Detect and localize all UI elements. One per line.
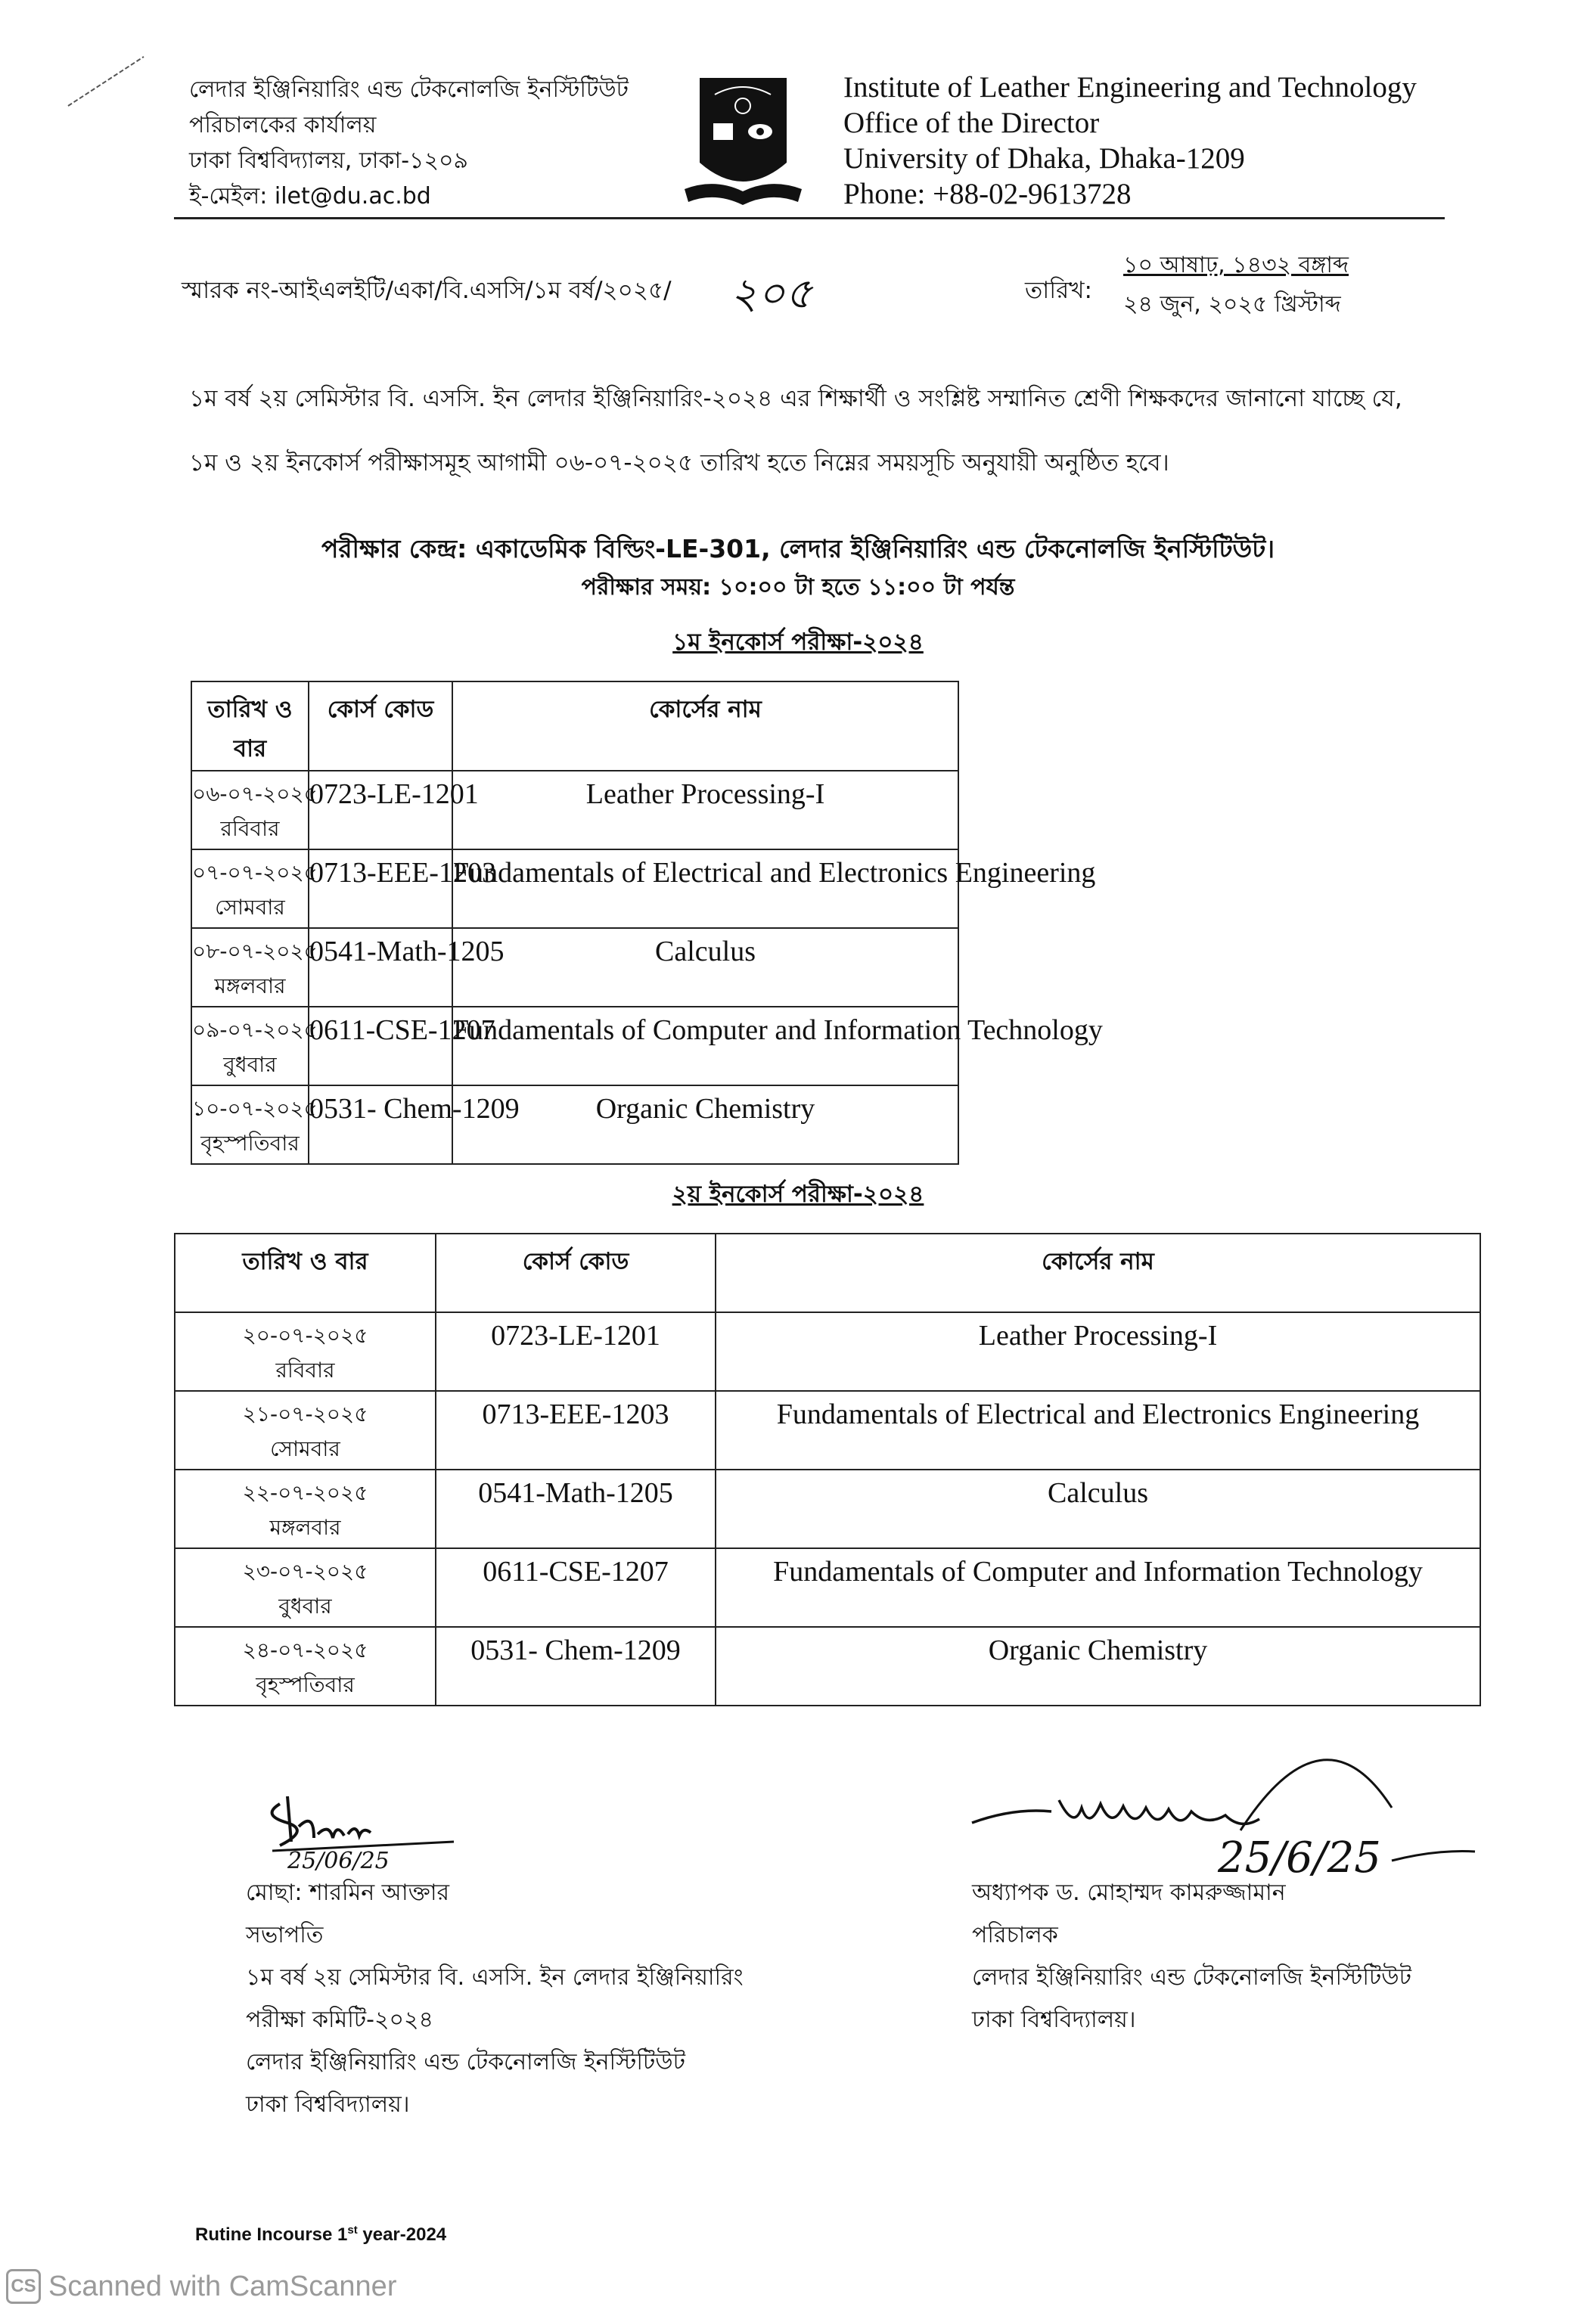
date-bangla-calendar: ১০ আষাঢ়, ১৪৩২ বঙ্গাব্দ xyxy=(1123,252,1349,278)
course-name: Calculus xyxy=(655,936,756,967)
course-name-cell xyxy=(452,1085,958,1164)
exam-date: ১০-০৭-২০২৫ xyxy=(192,1096,318,1121)
course-code: 0713-EEE-1203 xyxy=(309,857,496,889)
course-code-cell xyxy=(436,1312,716,1391)
column-header: কোর্স কোড xyxy=(436,1234,716,1312)
column-header: কোর্সের নাম xyxy=(452,681,958,771)
course-name: Fundamentals of Computer and Information Technology xyxy=(773,1556,1423,1588)
table-row xyxy=(191,928,1464,1007)
signatory-left-line: লেদার ইঞ্জিনিয়ারিং এন্ড টেকনোলজি ইনস্টিটিউট xyxy=(246,2049,685,2075)
footer-note-main: Rutine Incourse 1 xyxy=(195,2224,348,2245)
course-name: Calculus xyxy=(1048,1477,1148,1509)
camscanner-watermark xyxy=(6,2268,396,2305)
course-name: Fundamentals of Computer and Information Technology xyxy=(453,1014,1103,1046)
margin-pen-mark xyxy=(61,45,151,113)
header-right-line: University of Dhaka, Dhaka-1209 xyxy=(843,142,1245,175)
exam-day: সোমবার xyxy=(215,895,285,920)
exam-date: ০৭-০৭-২০২৫ xyxy=(192,860,318,885)
exam-day: বুধবার xyxy=(278,1594,332,1619)
exam-date: ০৬-০৭-২০২৫ xyxy=(192,781,318,806)
signatory-right xyxy=(972,1872,1411,2041)
course-code-cell xyxy=(309,771,479,849)
course-name-cell xyxy=(716,1548,1480,1627)
header-left-line: ই-মেইল: ilet@du.ac.bd xyxy=(189,183,431,210)
signatory-left-line: ঢাকা বিশ্ববিদ্যালয়। xyxy=(246,2091,410,2118)
university-seal-icon xyxy=(685,72,802,208)
notice-line: ১ম ও ২য় ইনকোর্স পরীক্ষাসমূহ আগামী ০৬-০৭-২০২৫ তারিখ হতে নিম্নের সময়সূচি অনুযায়ী অনুষ্ঠিত হবে। xyxy=(189,449,1169,477)
course-code-cell xyxy=(309,1007,495,1085)
course-code: 0723-LE-1201 xyxy=(309,778,479,810)
header-right-english xyxy=(843,70,1417,212)
exam-center: পরীক্ষার কেন্দ্র: একাডেমিক বিল্ডিং-LE-301, লেদার ইঞ্জিনিয়ারিং এন্ড টেকনোলজি ইনস্টিটিউট। xyxy=(321,534,1275,563)
table-row xyxy=(175,1391,1480,1470)
signature-left-handwriting xyxy=(257,1781,477,1872)
schedule-title-2: ২য় ইনকোর্স পরীক্ষা-২০২৪ xyxy=(672,1181,924,1208)
table-row xyxy=(191,1085,1464,1164)
exam-date: ২৪-০৭-২০২৫ xyxy=(242,1638,368,1662)
schedule-title-1: ১ম ইনকোর্স পরীক্ষা-২০২৪ xyxy=(672,629,924,656)
schedule-table-1 xyxy=(191,681,1465,1165)
signatory-right-line: লেদার ইঞ্জিনিয়ারিং এন্ড টেকনোলজি ইনস্টিটিউট xyxy=(972,1964,1411,1991)
signatory-left xyxy=(246,1872,744,2126)
signatory-right-line: ঢাকা বিশ্ববিদ্যালয়। xyxy=(972,2007,1136,2033)
table-header-row xyxy=(175,1234,1480,1312)
date-cell xyxy=(175,1470,436,1548)
column-header: কোর্স কোড xyxy=(309,681,452,771)
exam-day: রবিবার xyxy=(275,1358,335,1383)
date-cell xyxy=(191,849,318,928)
date-cell xyxy=(191,771,318,849)
course-code: 0611-CSE-1207 xyxy=(483,1556,669,1588)
course-name-cell xyxy=(716,1470,1480,1548)
schedule-table-2 xyxy=(174,1233,1481,1706)
course-name-cell xyxy=(716,1312,1480,1391)
signatory-right-line: অধ্যাপক ড. মোহাম্মদ কামরুজ্জামান xyxy=(972,1880,1286,1906)
date-cell xyxy=(175,1391,436,1470)
course-code-cell xyxy=(436,1627,716,1706)
course-name: Fundamentals of Electrical and Electronics Engineering xyxy=(776,1398,1420,1430)
date-cell xyxy=(191,1007,318,1085)
course-name-cell xyxy=(452,928,958,1007)
table-row xyxy=(191,771,1464,849)
course-code-cell xyxy=(436,1548,716,1627)
table-row xyxy=(191,1007,1464,1085)
table-row xyxy=(175,1627,1480,1706)
exam-day: মঙ্গলবার xyxy=(214,973,286,998)
date-label: তারিখ: xyxy=(1025,277,1092,304)
exam-day: রবিবার xyxy=(220,816,280,841)
course-code-cell xyxy=(309,928,505,1007)
exam-day: বৃহস্পতিবার xyxy=(200,1131,300,1156)
course-name: Leather Processing-I xyxy=(978,1320,1218,1352)
course-code: 0713-EEE-1203 xyxy=(482,1398,669,1430)
column-header: কোর্সের নাম xyxy=(716,1234,1480,1312)
memo-reference: স্মারক নং-আইএলইটি/একা/বি.এসসি/১ম বর্ষ/২০২৫/ xyxy=(182,277,672,304)
exam-day: বুধবার xyxy=(223,1052,277,1077)
svg-text:25/6/25: 25/6/25 xyxy=(1218,1833,1381,1883)
header-right-line: Institute of Leather Engineering and Technology xyxy=(843,71,1417,104)
footer-note xyxy=(195,2224,446,2246)
course-code: 0541-Math-1205 xyxy=(478,1477,673,1509)
signature-right-handwriting xyxy=(968,1717,1483,1891)
date-block xyxy=(1123,246,1349,324)
camscanner-icon: CS xyxy=(6,2269,41,2304)
date-gregorian: ২৪ জুন, ২০২৫ খ্রিস্টাব্দ xyxy=(1123,291,1341,318)
exam-time: পরীক্ষার সময়: ১০:০০ টা হতে ১১:০০ টা পর্যন্ত xyxy=(581,574,1015,601)
exam-date: ২৩-০৭-২০২৫ xyxy=(242,1559,368,1584)
signatory-left-line: মোছা: শারমিন আক্তার xyxy=(246,1880,450,1906)
signatory-left-line: সভাপতি xyxy=(246,1922,324,1948)
date-cell xyxy=(175,1312,436,1391)
course-name: Fundamentals of Electrical and Electronics Engineering xyxy=(453,857,1096,889)
table-row xyxy=(175,1312,1480,1391)
course-name: Organic Chemistry xyxy=(595,1093,815,1125)
watermark-text: Scanned with CamScanner xyxy=(48,2270,397,2302)
notice-paragraph xyxy=(189,367,1475,495)
course-name-cell xyxy=(452,849,1096,928)
course-code: 0723-LE-1201 xyxy=(491,1320,660,1352)
header-left-line: ঢাকা বিশ্ববিদ্যালয়, ঢাকা-১২০৯ xyxy=(189,147,468,174)
table-row xyxy=(191,849,1464,928)
date-cell xyxy=(175,1627,436,1706)
exam-day: সোমবার xyxy=(270,1436,340,1461)
exam-day: বৃহস্পতিবার xyxy=(256,1672,355,1697)
svg-text:25/06/25: 25/06/25 xyxy=(287,1848,390,1872)
table-row xyxy=(175,1548,1480,1627)
notice-line: ১ম বর্ষ ২য় সেমিস্টার বি. এসসি. ইন লেদার ইঞ্জিনিয়ারিং-২০২৪ এর শিক্ষার্থী ও সংশ্লিষ্ট সম্মানিত শ্রেণী শিক্ষকদের জানানো যাচ্ছে যে, xyxy=(189,385,1402,412)
column-header: তারিখ ও বার xyxy=(191,681,309,771)
course-code: 0541-Math-1205 xyxy=(309,936,505,967)
course-name: Organic Chemistry xyxy=(988,1634,1208,1666)
exam-date: ২২-০৭-২০২৫ xyxy=(242,1480,368,1505)
table-row xyxy=(175,1470,1480,1548)
header-left-line: পরিচালকের কার্যালয় xyxy=(189,112,377,138)
memo-handwritten-number: ২০৫ xyxy=(730,269,813,318)
course-name-cell xyxy=(452,771,958,849)
signatory-right-line: পরিচালক xyxy=(972,1922,1058,1948)
course-code: 0611-CSE-1207 xyxy=(309,1014,495,1046)
column-header: তারিখ ও বার xyxy=(175,1234,436,1312)
exam-date: ২১-০৭-২০২৫ xyxy=(242,1402,368,1426)
header-right-line: Office of the Director xyxy=(843,107,1100,139)
header-right-line: Phone: +88-02-9613728 xyxy=(843,178,1132,210)
course-name-cell xyxy=(452,1007,1103,1085)
course-name-cell xyxy=(716,1391,1480,1470)
header-left-bangla xyxy=(189,72,629,214)
signatory-left-line: পরীক্ষা কমিটি-২০২৪ xyxy=(246,2007,433,2033)
header-left-line: লেদার ইঞ্জিনিয়ারিং এন্ড টেকনোলজি ইনস্টিটিউট xyxy=(189,76,629,103)
course-code-cell xyxy=(436,1391,716,1470)
course-code: 0531- Chem-1209 xyxy=(309,1093,520,1125)
exam-day: মঙ্গলবার xyxy=(269,1515,341,1540)
course-code: 0531- Chem-1209 xyxy=(470,1634,681,1666)
date-cell xyxy=(175,1548,436,1627)
course-code-cell xyxy=(309,849,496,928)
course-code-cell xyxy=(309,1085,520,1164)
footer-note-tail: year-2024 xyxy=(357,2224,447,2245)
footer-note-sup: st xyxy=(347,2224,358,2237)
header-divider xyxy=(174,217,1445,219)
date-cell xyxy=(191,928,318,1007)
exam-date: ২০-০৭-২০২৫ xyxy=(242,1323,368,1348)
table-header-row xyxy=(191,681,1464,771)
signatory-left-line: ১ম বর্ষ ২য় সেমিস্টার বি. এসসি. ইন লেদার ইঞ্জিনিয়ারিং xyxy=(246,1964,744,1991)
exam-date: ০৯-০৭-২০২৫ xyxy=(192,1017,318,1042)
course-name-cell xyxy=(716,1627,1480,1706)
course-name: Leather Processing-I xyxy=(585,778,825,810)
exam-date: ০৮-০৭-২০২৫ xyxy=(192,939,318,964)
date-cell xyxy=(191,1085,318,1164)
course-code-cell xyxy=(436,1470,716,1548)
